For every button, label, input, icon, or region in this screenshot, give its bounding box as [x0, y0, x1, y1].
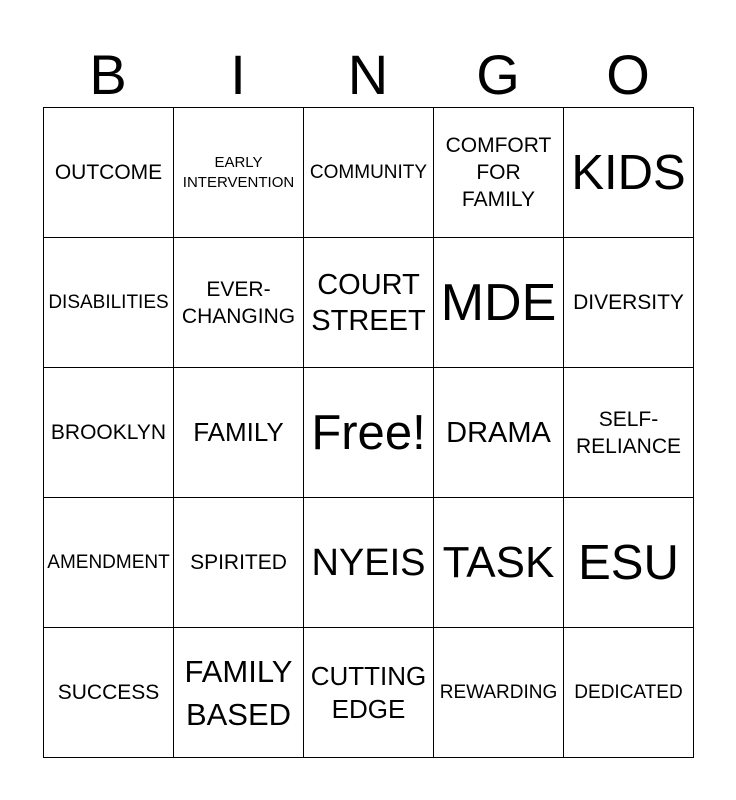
cell-text: TASK	[442, 537, 555, 587]
cell-text: EVER-CHANGING	[181, 277, 296, 328]
cell-text: NYEIS	[311, 541, 426, 584]
bingo-card-grid	[43, 107, 693, 757]
cell-text: SELF-RELIANCE	[575, 407, 682, 458]
cell-text: Free!	[311, 405, 426, 460]
cell-text: FAMILY	[193, 417, 284, 447]
bingo-cell[interactable]	[43, 367, 174, 498]
bingo-cell[interactable]	[43, 237, 174, 368]
bingo-cell[interactable]	[43, 497, 174, 628]
cell-text: EARLY INTERVENTION	[182, 153, 295, 191]
bingo-cell[interactable]	[433, 627, 564, 758]
bingo-cell[interactable]	[303, 237, 434, 368]
bingo-cell[interactable]	[173, 367, 304, 498]
bingo-cell[interactable]	[433, 497, 564, 628]
cell-text: SUCCESS	[57, 681, 160, 704]
bingo-cell[interactable]	[303, 497, 434, 628]
header-letter-o: O	[606, 43, 650, 106]
bingo-cell[interactable]	[303, 627, 434, 758]
cell-text: KIDS	[571, 145, 686, 200]
cell-text: REWARDING	[439, 682, 558, 703]
bingo-cell[interactable]	[563, 367, 694, 498]
cell-text: COMFORT FOR FAMILY	[445, 134, 552, 211]
cell-text: OUTCOME	[54, 161, 163, 184]
bingo-cell[interactable]	[563, 107, 694, 238]
bingo-cell[interactable]	[173, 107, 304, 238]
bingo-header	[43, 44, 693, 106]
header-letter-g: G	[476, 43, 520, 106]
bingo-cell[interactable]	[173, 497, 304, 628]
bingo-cell[interactable]	[43, 627, 174, 758]
bingo-cell[interactable]	[303, 367, 434, 498]
cell-text: ESU	[578, 535, 679, 590]
cell-text: DIVERSITY	[573, 291, 684, 314]
cell-text: COURT STREET	[311, 268, 426, 337]
cell-text: AMENDMENT	[47, 552, 170, 573]
bingo-cell[interactable]	[563, 237, 694, 368]
header-letter-n: N	[347, 43, 389, 106]
bingo-cell[interactable]	[43, 107, 174, 238]
bingo-cell[interactable]	[173, 627, 304, 758]
bingo-cell[interactable]	[433, 367, 564, 498]
bingo-cell[interactable]	[173, 237, 304, 368]
cell-text: DISABILITIES	[48, 292, 169, 313]
header-letter-b: B	[89, 43, 127, 106]
cell-text: DRAMA	[446, 416, 551, 449]
bingo-cell[interactable]	[433, 237, 564, 368]
bingo-cell[interactable]	[433, 107, 564, 238]
cell-text: BROOKLYN	[50, 421, 167, 444]
cell-text: SPIRITED	[190, 551, 287, 574]
cell-text: MDE	[440, 273, 557, 332]
cell-text: DEDICATED	[574, 682, 683, 703]
cell-text: CUTTING EDGE	[310, 660, 427, 724]
bingo-cell[interactable]	[563, 497, 694, 628]
bingo-cell[interactable]	[563, 627, 694, 758]
header-letter-i: I	[230, 43, 246, 106]
cell-text: COMMUNITY	[309, 162, 428, 183]
cell-text: FAMILY BASED	[184, 653, 293, 732]
bingo-cell[interactable]	[303, 107, 434, 238]
